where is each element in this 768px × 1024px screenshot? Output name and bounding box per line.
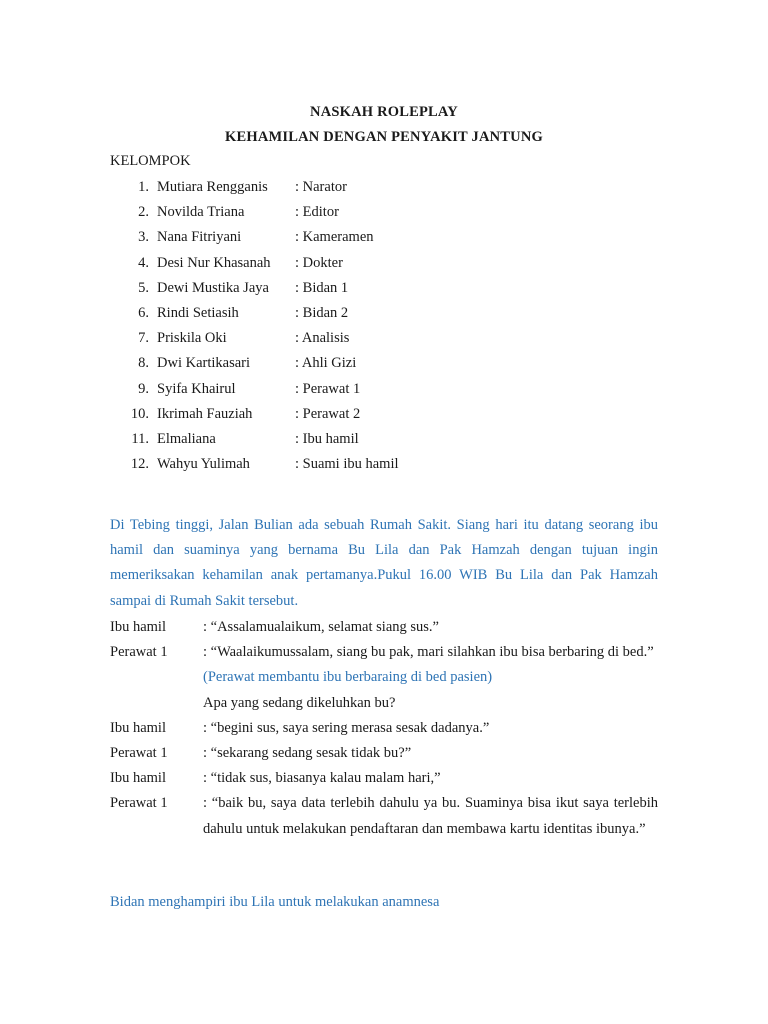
member-name: Priskila Oki: [157, 330, 227, 347]
member-item: [0, 178, 768, 203]
member-number: 8.: [138, 355, 149, 372]
member-item: [0, 254, 768, 279]
dialogue-speaker: Ibu hamil: [110, 719, 166, 736]
member-role: : Narator: [295, 179, 347, 195]
member-name: Syifa Khairul: [157, 380, 236, 397]
document-title: NASKAH ROLEPLAY: [310, 104, 458, 120]
stage-direction: (Perawat membantu ibu berbaraing di bed pasien): [203, 669, 493, 686]
narration-closing: Bidan menghampiri ibu Lila untuk melakukan anamnesa: [110, 894, 440, 910]
member-name: Novilda Triana: [157, 204, 245, 221]
member-number: 7.: [138, 330, 149, 347]
member-number: 9.: [138, 380, 149, 397]
member-role: : Dokter: [295, 254, 343, 271]
member-item: [0, 455, 768, 480]
member-name: Nana Fitriyani: [157, 229, 242, 246]
dialogue-row: [0, 615, 768, 640]
member-name: Mutiara Rengganis: [157, 179, 268, 195]
dialogue-line: : “begini sus, saya sering merasa sesak dadanya.”: [203, 719, 490, 736]
dialogue-line: : “tidak sus, biasanya kalau malam hari,”: [203, 770, 441, 787]
dialogue-speaker: Perawat 1: [110, 745, 168, 762]
dialogue-speaker: Ibu hamil: [110, 619, 166, 635]
member-name: Elmaliana: [157, 430, 216, 447]
member-number: 6.: [138, 304, 149, 321]
member-number: 10.: [130, 405, 149, 422]
member-name: Ikrimah Fauziah: [157, 405, 253, 422]
member-list: [0, 178, 768, 480]
member-name: Wahyu Yulimah: [157, 456, 250, 473]
dialogue-line: : “Waalaikumussalam, siang bu pak, mari silahkan ibu bisa berbaring di bed.”: [203, 644, 654, 661]
member-number: 1.: [138, 179, 149, 195]
dialogue-row: [0, 716, 768, 741]
member-number: 2.: [138, 204, 149, 221]
member-role: : Editor: [295, 204, 339, 221]
member-role: : Perawat 2: [295, 405, 361, 422]
dialogue-line: : “baik bu, saya data terlebih dahulu ya bu. Suaminya bisa ikut saya terlebih dahulu untuk melakukan pendaftaran dan membawa kartu identitas ibunya.”: [203, 795, 658, 837]
member-item: [0, 430, 768, 455]
member-number: 5.: [138, 279, 149, 296]
dialogue-line: : “sekarang sedang sesak tidak bu?”: [203, 745, 412, 762]
dialogue-row: [0, 766, 768, 791]
member-number: 11.: [131, 430, 149, 447]
document-subtitle: KEHAMILAN DENGAN PENYAKIT JANTUNG: [225, 129, 543, 145]
member-name: Rindi Setiasih: [157, 304, 239, 321]
member-item: [0, 228, 768, 253]
member-number: 12.: [130, 456, 149, 473]
member-name: Desi Nur Khasanah: [157, 254, 271, 271]
member-role: : Ahli Gizi: [295, 355, 357, 372]
dialogue-speaker: Ibu hamil: [110, 770, 166, 787]
member-role: : Kameramen: [295, 229, 374, 246]
member-item: [0, 203, 768, 228]
member-role: : Bidan 1: [295, 279, 349, 296]
dialogue-section: [0, 615, 768, 842]
member-item: [0, 329, 768, 354]
dialogue-followup: Apa yang sedang dikeluhkan bu?: [203, 694, 396, 711]
member-role: : Ibu hamil: [295, 430, 359, 447]
member-item: [0, 304, 768, 329]
dialogue-speaker: Perawat 1: [110, 795, 168, 812]
member-item: [0, 405, 768, 430]
dialogue-row: [0, 640, 768, 665]
member-item: [0, 279, 768, 304]
member-number: 4.: [138, 254, 149, 271]
member-item: [0, 380, 768, 405]
member-number: 3.: [138, 229, 149, 246]
dialogue-speaker: Perawat 1: [110, 644, 168, 661]
member-role: : Bidan 2: [295, 304, 349, 321]
member-role: : Perawat 1: [295, 380, 361, 397]
member-name: Dwi Kartikasari: [157, 355, 251, 372]
dialogue-line: : “Assalamualaikum, selamat siang sus.”: [203, 619, 439, 635]
dialogue-row: [0, 741, 768, 766]
member-name: Dewi Mustika Jaya: [157, 279, 269, 296]
member-item: [0, 354, 768, 379]
member-role: : Analisis: [295, 330, 350, 347]
member-role: : Suami ibu hamil: [295, 456, 399, 473]
group-label: KELOMPOK: [110, 153, 191, 169]
dialogue-row: [0, 791, 768, 841]
narration-intro: Di Tebing tinggi, Jalan Bulian ada sebuah Rumah Sakit. Siang hari itu datang seorang ibu hamil dan suaminya yang bernama Bu Lila dan Pak Hamzah dengan tujuan ingin memeriksakan kehamilan anak pertamanya.Pukul 16.00 WIB Bu Lila dan Pak Hamzah sampai di Rumah Sakit tersebut.: [110, 517, 658, 609]
